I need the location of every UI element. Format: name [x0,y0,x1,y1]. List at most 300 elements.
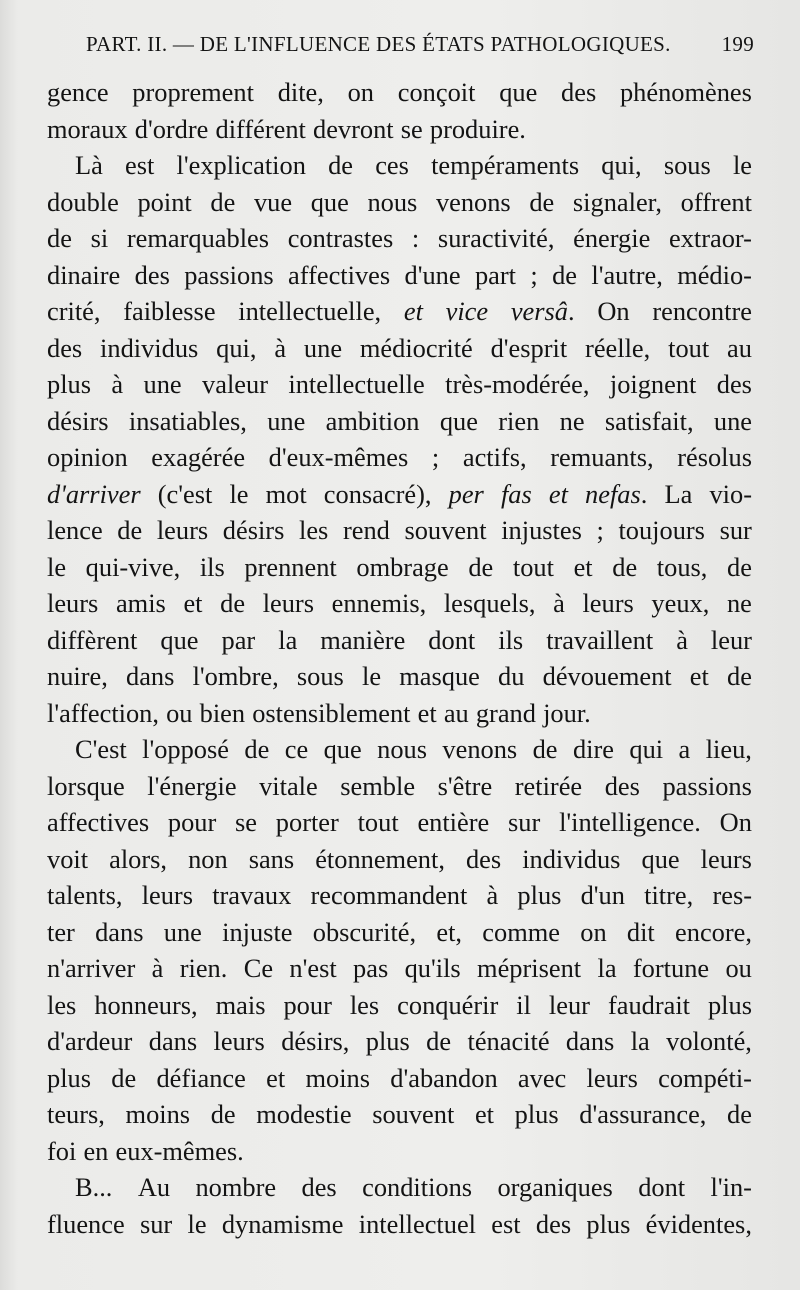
word: encore, [675,916,752,947]
word-group [668,330,709,367]
word-group [47,1206,125,1243]
text-line [47,622,752,659]
word: ; [431,442,440,472]
word-group [579,1096,706,1133]
word: talents, [47,880,123,910]
word: offrent [680,186,752,217]
word-group [263,585,314,622]
word: l'in- [710,1172,752,1202]
word-group [358,804,399,841]
word-group [47,293,100,330]
word-group [714,403,752,440]
word: foi [47,1135,77,1166]
word-group [140,1206,172,1243]
word: conditions [362,1172,473,1202]
word-group [553,585,565,622]
word-group [482,914,560,951]
word-group [662,768,751,805]
word-group [536,1206,571,1243]
word-group [91,220,109,257]
word-group [278,622,297,659]
text-line [47,987,752,1024]
word-group [733,147,752,184]
word: alors, [109,843,168,874]
word-group [127,220,269,257]
word: le [47,551,67,582]
text-line [47,403,752,440]
word-group [665,476,693,513]
text-line [47,147,752,184]
word: avec [517,1062,567,1093]
word-group [311,184,349,221]
word-group [111,366,123,403]
word-group [658,1060,752,1097]
word: le [362,661,382,691]
word: remarquables [126,223,270,253]
word-group [116,1133,244,1170]
word: de [552,259,577,290]
word: ambition [325,405,420,436]
text-line [47,1133,752,1170]
word: une [163,916,202,947]
word-group [522,841,620,878]
word: plus [47,369,91,399]
word-group [438,220,555,257]
word-group [629,731,663,768]
word: ne [559,405,585,436]
word-group [428,622,475,659]
word-group [116,585,166,622]
word-group [677,439,752,476]
word-group [377,731,427,768]
word: dans [565,1026,615,1056]
word-group [620,74,752,111]
word: contrastes [287,223,394,253]
word: il [516,989,531,1020]
word-group [267,403,305,440]
word-group [642,841,680,878]
word-group [679,731,691,768]
word: étonnement, [315,843,445,874]
word-group [47,1133,76,1170]
text-line [47,1023,752,1060]
word-group [727,549,752,586]
word: dans [148,1026,198,1056]
word-group [573,184,662,221]
word-group [712,877,752,914]
word: plus [707,989,752,1020]
word-group [436,184,511,221]
word-group [372,1096,454,1133]
word-group [249,841,294,878]
word: l'opposé [142,734,229,764]
text-line [47,184,752,221]
word-group [216,330,256,367]
word-group [177,147,306,184]
text-line [47,74,752,111]
word-group [651,585,709,622]
word-group [612,549,637,586]
word: conçoit [397,77,476,107]
word: grand [475,697,536,728]
word-group [47,476,141,513]
word: extraor- [668,223,752,253]
word: affectives [47,807,150,837]
word-group [468,549,493,586]
text-line [47,695,752,732]
word-group [375,147,409,184]
word: nous [367,186,418,217]
word-group [566,1023,614,1060]
word-group [214,1023,265,1060]
word-group [200,549,225,586]
word-group [109,841,167,878]
word-group [708,987,752,1024]
word: leurs [582,588,634,618]
word-group [324,476,432,513]
word: se [400,113,423,144]
text-line [47,257,752,294]
word: de [727,1099,752,1129]
word-group [717,366,752,403]
word: intellectuelle [288,369,425,399]
word: dire [572,734,614,764]
word-group [151,439,245,476]
word-group [720,804,752,841]
word-group [340,768,415,805]
text-line [47,950,752,987]
word: des [604,770,640,801]
word-group [477,950,581,987]
word: si [90,223,109,253]
word: et [266,1062,286,1093]
word: insatiables, [128,405,247,436]
word-group [690,658,709,695]
word-group [47,366,91,403]
word-group [47,877,123,914]
word-group [550,439,653,476]
word-group [530,257,537,294]
word: lesquels, [443,588,536,618]
word-group [412,220,419,257]
word: toujours [618,515,705,545]
word-group [475,257,516,294]
word-group [75,1169,112,1206]
italic-word: fas [500,478,532,509]
word: ; [530,259,538,290]
word: lieu, [705,734,752,764]
word: part [474,259,516,290]
word: Au [137,1172,171,1202]
text-line [47,1169,752,1206]
word-group [126,658,174,695]
word-group [304,330,342,367]
word-group [223,512,285,549]
word-group [305,1060,370,1097]
word: porter [275,807,339,837]
word: double [47,186,119,217]
word-group [546,622,653,659]
word: que [499,77,538,107]
word: ou [725,953,752,983]
word: masque [399,661,480,691]
word: une [303,332,343,363]
word-group [252,695,410,732]
word: différent [215,113,306,144]
word: l'explication [176,150,306,180]
word-group [83,1133,108,1170]
word: nuire, [47,661,108,691]
text-line [47,1060,752,1097]
word: vio- [709,478,752,509]
word-group [47,111,128,148]
word-group [100,330,198,367]
text-line [47,293,752,330]
word: vitale [259,770,318,801]
word: l'ombre, [192,661,279,691]
word: crité, [47,296,101,326]
text-line [47,111,752,148]
word: mais [215,989,266,1020]
word: à [151,953,164,983]
word-group [417,804,489,841]
word: jour. [543,697,591,728]
word-group [581,877,625,914]
word-group [644,877,693,914]
word: de [468,551,494,582]
word-group [475,1096,494,1133]
word: au [727,332,752,363]
word-group [573,731,614,768]
word: bien [199,697,246,728]
word-group [129,403,247,440]
word: à [111,369,124,399]
word: recommandent [310,880,468,910]
word: l'intelligence. [559,807,701,837]
word-group [440,403,478,440]
word-group [669,220,752,257]
word: une [713,405,752,436]
word-group [166,695,192,732]
word-group [404,512,486,549]
word: compéti- [658,1062,752,1093]
word: d'un [580,880,625,910]
word-group [123,293,215,330]
word-group [75,147,103,184]
word-group [501,512,582,549]
word: d'esprit [490,332,568,363]
word: individus [522,843,621,874]
word-group [47,987,76,1024]
text-line [47,585,752,622]
word: énergie [573,223,651,253]
word: à [676,624,688,655]
word-group [332,585,427,622]
word-group [216,111,306,148]
word-group [727,585,752,622]
word: leur [548,989,590,1020]
word: leurs [47,588,99,618]
word-group [47,841,88,878]
word-group [302,1169,337,1206]
word-group [549,987,590,1024]
word-group [278,74,324,111]
word-group [244,950,273,987]
word-group [47,804,149,841]
word: à [274,332,287,363]
word-group [135,111,209,148]
word: . [568,296,575,326]
word-group [498,403,539,440]
word: intellectuel [358,1208,477,1239]
word: de [612,551,638,582]
word: passions [662,770,752,801]
word-group [47,512,103,549]
word: l'énergie [147,770,237,801]
word-group [362,1169,472,1206]
word: rien. [179,953,228,983]
running-title: PART. II. — DE L'INFLUENCE DES ÉTATS PATHOLOGIQUES. [86,32,671,56]
word-group [725,950,751,987]
word: souvent [404,515,487,545]
word-group [491,1206,520,1243]
word-group [362,658,381,695]
word: de [328,150,353,180]
word-group [328,147,353,184]
text-line [47,804,752,841]
word: est [125,150,155,180]
word: d'une [404,259,461,290]
word: semble [340,770,416,801]
word-group [549,476,568,513]
word-group [367,184,417,221]
word: qui, [601,150,642,180]
word: des [716,369,752,399]
word-group [311,877,468,914]
word-group [313,111,394,148]
word: tempéraments [431,150,580,180]
word-group [574,549,593,586]
word-group [188,841,228,878]
word-group [491,330,568,367]
word-group [193,658,279,695]
word: ce [284,734,309,764]
word: tout [357,807,399,837]
word-group [444,695,469,732]
word-group [711,622,752,659]
word: ombrage [356,551,449,582]
word: fluence [47,1208,125,1239]
word: tout [512,551,554,582]
word-group [586,1206,630,1243]
word-group [47,403,109,440]
word-group [117,512,142,549]
word: plus [517,880,562,910]
word-group [149,1023,197,1060]
word-group [47,1023,132,1060]
word: entière [417,807,490,837]
word-group [711,1169,752,1206]
word: titre, [644,880,694,910]
word: On [597,296,630,326]
word: rencontre [652,296,752,326]
word: fortune [632,953,710,983]
word-group [449,476,484,513]
word: produire. [429,113,526,144]
word-group [438,768,493,805]
word-group [585,476,647,513]
word: B... [75,1172,113,1202]
word: dans [95,916,144,947]
word-group [47,1060,91,1097]
word-group [244,731,269,768]
word: obscurité, [312,916,417,947]
word: nous [377,734,427,764]
running-header [86,32,754,62]
word-group [47,695,159,732]
word: évidentes, [645,1208,752,1239]
word: res- [712,880,752,910]
word: des [301,1172,337,1202]
word: de [111,1062,137,1093]
word: le [229,478,249,509]
word-group [142,877,193,914]
word: à [486,880,499,910]
word: pas [353,953,389,983]
word-group [498,622,523,659]
word-group [499,74,537,111]
word-group [47,257,120,294]
word-group [515,1096,559,1133]
word-group [552,257,577,294]
word-group [513,549,554,586]
word: plus [47,1062,91,1093]
word-group [677,257,752,294]
word: et [417,697,437,728]
word: ils [199,551,225,582]
word-group [404,293,423,330]
word-group [664,147,711,184]
word: est [491,1208,521,1239]
word-group [431,147,579,184]
text-line [47,658,752,695]
word-group [222,622,256,659]
word: dévouement [542,661,672,691]
word: la [597,953,617,983]
word: une [143,369,182,399]
word: rend [342,515,390,545]
word: . [640,478,648,509]
word: a [678,734,691,764]
word: par [221,624,256,655]
word: actifs, [462,442,527,472]
word-group [605,403,694,440]
word: ne [726,588,752,618]
word-group [390,1060,497,1097]
word-group [466,841,501,878]
word-group [585,330,650,367]
word: moraux [47,113,128,144]
word: prennent [244,551,337,582]
word: ennemis, [331,588,427,618]
word-group [244,549,336,586]
word: dont [428,624,476,655]
word-group [418,695,437,732]
word: sur [508,807,541,837]
word: amis [115,588,166,618]
word: et [474,1099,494,1129]
word-group [476,695,536,732]
